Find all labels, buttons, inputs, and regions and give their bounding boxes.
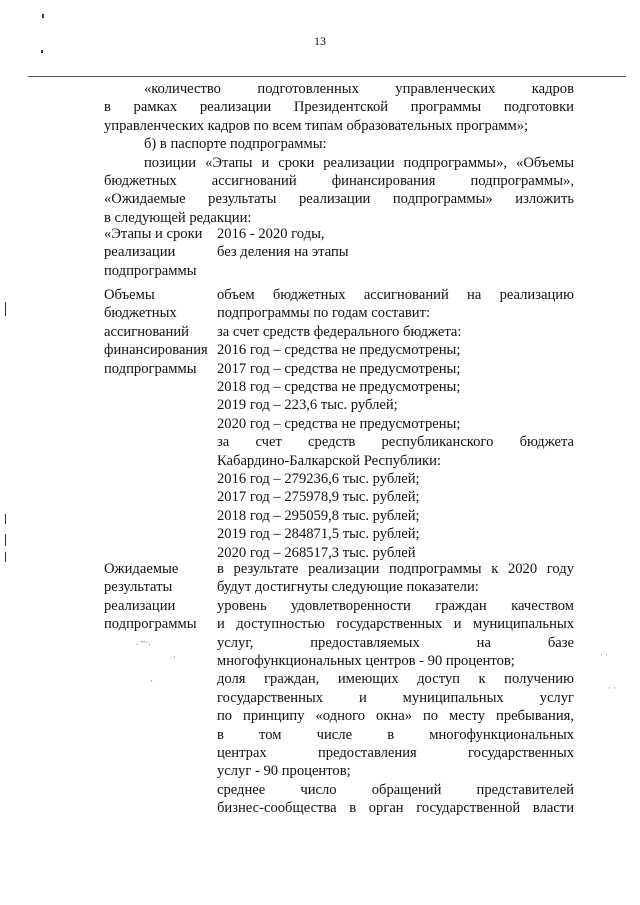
label-line: реализации bbox=[104, 244, 176, 261]
value-line: без деления на этапы bbox=[217, 244, 349, 261]
value-line: доля граждан, имеющих доступ к получению bbox=[217, 671, 574, 688]
intro-line: позиции «Этапы и сроки реализации подпрограммы», «Объемы bbox=[144, 154, 574, 171]
row-label bbox=[104, 225, 216, 280]
speck: · · bbox=[608, 683, 617, 693]
value-line: будут достигнуты следующие показатели: bbox=[217, 579, 479, 596]
label-line: подпрограммы bbox=[104, 262, 197, 279]
value-line: за счет средств федерального бюджета: bbox=[217, 323, 462, 340]
margin-mark bbox=[5, 514, 6, 524]
value-line: Кабардино-Балкарской Республики: bbox=[217, 452, 441, 469]
value-line: многофункциональных центров - 90 процентов; bbox=[217, 653, 515, 670]
value-line: центрах предоставления государственных bbox=[217, 745, 574, 762]
intro-line: в рамках реализации Президентской программы подготовки bbox=[104, 99, 574, 116]
value-line: государственных и муниципальных услуг bbox=[217, 689, 574, 706]
row-label bbox=[104, 286, 216, 378]
value-line: 2020 год – средства не предусмотрены; bbox=[217, 415, 461, 432]
row-value bbox=[217, 225, 574, 262]
intro-line: управленческих кадров по всем типам образовательных программ»; bbox=[104, 117, 529, 134]
value-line: за счет средств республиканского бюджета bbox=[217, 434, 574, 451]
label-line: подпрограммы bbox=[104, 616, 197, 633]
label-line: реализации bbox=[104, 597, 176, 614]
margin-mark bbox=[41, 50, 43, 53]
row-value bbox=[217, 286, 574, 562]
intro-line: «Ожидаемые результаты реализации подпрограммы» изложить bbox=[104, 191, 574, 208]
speck: . ~·. bbox=[136, 637, 151, 647]
margin-mark bbox=[5, 552, 6, 562]
label-line: Объемы bbox=[104, 287, 155, 303]
intro-line: б) в паспорте подпрограммы: bbox=[144, 136, 327, 153]
value-line: услуг, предоставляемых на базе bbox=[217, 634, 574, 651]
label-line: ассигнований bbox=[104, 323, 189, 340]
margin-mark bbox=[5, 534, 6, 546]
value-line: 2017 год – 275978,9 тыс. рублей; bbox=[217, 489, 420, 506]
row-value bbox=[217, 560, 574, 818]
value-line: услуг - 90 процентов; bbox=[217, 763, 351, 780]
label-line: Ожидаемые bbox=[104, 561, 179, 577]
value-line: среднее число обращений представителей bbox=[217, 781, 574, 798]
speck: · bbox=[150, 676, 153, 686]
value-line: 2019 год – 284871,5 тыс. рублей; bbox=[217, 526, 420, 543]
row-label bbox=[104, 560, 216, 634]
value-line: 2016 год – средства не предусмотрены; bbox=[217, 342, 461, 359]
value-line: 2016 - 2020 годы, bbox=[217, 226, 325, 242]
value-line: в результате реализации подпрограммы к 2020 году bbox=[217, 561, 574, 577]
page-number: 13 bbox=[314, 34, 326, 48]
intro-line: «количество подготовленных управленческих кадров bbox=[144, 81, 574, 97]
value-line: объем бюджетных ассигнований на реализацию bbox=[217, 287, 574, 303]
value-line: по принципу «одного окна» по месту пребывания, bbox=[217, 708, 574, 725]
value-line: в том числе в многофункциональных bbox=[217, 726, 574, 743]
intro-line: в следующей редакции: bbox=[104, 209, 252, 226]
value-line: и доступностью государственных и муниципальных bbox=[217, 616, 574, 633]
value-line: 2016 год – 279236,6 тыс. рублей; bbox=[217, 471, 420, 488]
value-line: подпрограммы по годам составит: bbox=[217, 305, 431, 322]
label-line: бюджетных bbox=[104, 305, 177, 322]
intro-line: бюджетных ассигнований финансирования подпрограммы», bbox=[104, 173, 574, 190]
label-line: «Этапы и сроки bbox=[104, 226, 203, 242]
value-line: 2018 год – средства не предусмотрены; bbox=[217, 379, 461, 396]
value-line: бизнес-сообщества в орган государственной власти bbox=[217, 800, 574, 817]
margin-mark bbox=[5, 302, 6, 316]
top-rule bbox=[28, 76, 626, 77]
margin-mark bbox=[42, 14, 44, 18]
speck: · bbox=[173, 652, 176, 662]
value-line: 2017 год – средства не предусмотрены; bbox=[217, 360, 461, 377]
label-line: финансирования bbox=[104, 342, 208, 359]
value-line: уровень удовлетворенности граждан качеством bbox=[217, 597, 574, 614]
intro-text bbox=[104, 80, 574, 227]
value-line: 2018 год – 295059,8 тыс. рублей; bbox=[217, 507, 420, 524]
label-line: подпрограммы bbox=[104, 360, 197, 377]
value-line: 2019 год – 223,6 тыс. рублей; bbox=[217, 397, 398, 414]
label-line: результаты bbox=[104, 579, 173, 596]
speck: · · bbox=[600, 650, 609, 660]
value-line: 2020 год – 268517,3 тыс. рублей bbox=[217, 544, 416, 561]
